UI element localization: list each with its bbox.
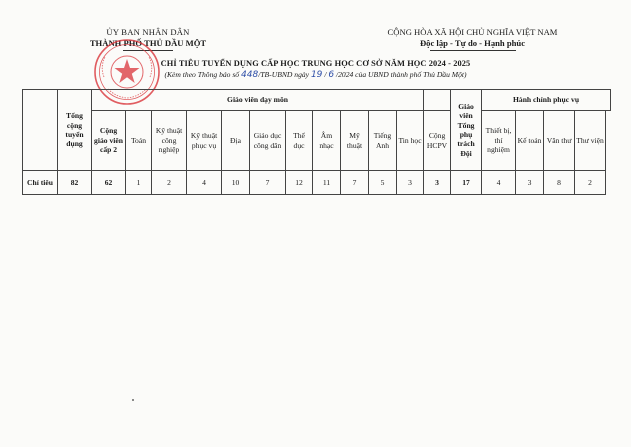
col-mythuat: Mỹ thuật: [341, 111, 369, 171]
cell-tienganh: 5: [369, 171, 397, 195]
cell-thietbi: 4: [482, 171, 516, 195]
cell-ketoan: 3: [516, 171, 544, 195]
col-ktpv: Kỹ thuật phục vụ: [187, 111, 222, 171]
cell-total: 82: [58, 171, 92, 195]
col-toan: Toán: [126, 111, 152, 171]
col-total: Tổng cộng tuyển dụng: [58, 90, 92, 171]
col-ktcn: Kỹ thuật công nghiệp: [152, 111, 187, 171]
corner-cell: [23, 90, 58, 171]
column-header-row: [23, 111, 611, 171]
cell-total-teachers: 62: [92, 171, 126, 195]
col-tpt: Giáo viên Tổng phụ trách Đội: [451, 90, 482, 171]
cell-vanthu: 8: [544, 171, 575, 195]
national-motto-line-2: Độc lập - Tự do - Hạnh phúc: [419, 38, 526, 48]
cell-ktpv: 4: [187, 171, 222, 195]
national-header: [355, 27, 590, 51]
col-theduc: Thể dục: [286, 111, 313, 171]
cell-theduc: 12: [286, 171, 313, 195]
group-admin: Hành chính phục vụ: [482, 90, 611, 111]
col-cong-hcpv: Cộng HCPV: [424, 111, 451, 171]
cell-ktcn: 2: [152, 171, 187, 195]
group-teachers: Giáo viên dạy môn: [92, 90, 424, 111]
cell-cong-hcpv: 17: [451, 171, 482, 195]
issuer-line-2: THÀNH PHỐ THỦ DẦU MỘT: [89, 38, 207, 48]
recruitment-quota-table: [22, 89, 611, 195]
col-tinhoc: Tin học: [397, 111, 424, 171]
col-amnhac: Âm nhạc: [313, 111, 341, 171]
col-tienganh: Tiếng Anh: [369, 111, 397, 171]
date-separator: /: [324, 70, 327, 79]
notice-month: 6: [328, 70, 335, 80]
col-ketoan: Kế toán: [516, 111, 544, 171]
cell-toan: 1: [126, 171, 152, 195]
cell-mythuat: 7: [341, 171, 369, 195]
col-vanthu: Văn thư: [544, 111, 575, 171]
subtitle-prefix: (Kèm theo Thông báo số: [164, 70, 240, 79]
national-underline: [430, 50, 516, 51]
row-label: Chỉ tiêu: [23, 171, 58, 195]
notice-day: 19: [310, 70, 323, 80]
subtitle-mid: /TB-UBND ngày: [258, 70, 310, 79]
col-thuvien: Thư viện: [575, 111, 606, 171]
notice-number: 448: [241, 70, 259, 80]
cell-thuvien: 2: [575, 171, 606, 195]
national-motto-line-1: CỘNG HÒA XÃ HỘI CHỦ NGHĨA VIỆT NAM: [387, 27, 558, 37]
cell-gdcd: 7: [250, 171, 286, 195]
cell-amnhac: 11: [313, 171, 341, 195]
col-thietbi: Thiết bị, thí nghiệm: [482, 111, 516, 171]
col-tpt-spacer: [424, 90, 451, 111]
cell-dia: 10: [222, 171, 250, 195]
issuer-line-1: ỦY BAN NHÂN DÂN: [106, 27, 190, 37]
table-row: [23, 171, 611, 195]
cell-tinhoc: 3: [397, 171, 424, 195]
col-gdcd: Giáo dục công dân: [250, 111, 286, 171]
group-header-row: [23, 90, 611, 111]
col-dia: Địa: [222, 111, 250, 171]
scan-speck: [132, 399, 134, 401]
document-title: CHỈ TIÊU TUYỂN DỤNG CẤP HỌC TRUNG HỌC CƠ SỞ NĂM HỌC 2024 - 2025: [160, 59, 471, 68]
subtitle-suffix: /2024 của UBND thành phố Thủ Dầu Một): [335, 70, 467, 79]
col-total-teachers: Cộng giáo viên cấp 2: [92, 111, 126, 171]
cell-tpt: 3: [424, 171, 451, 195]
document-subtitle: [0, 70, 631, 80]
